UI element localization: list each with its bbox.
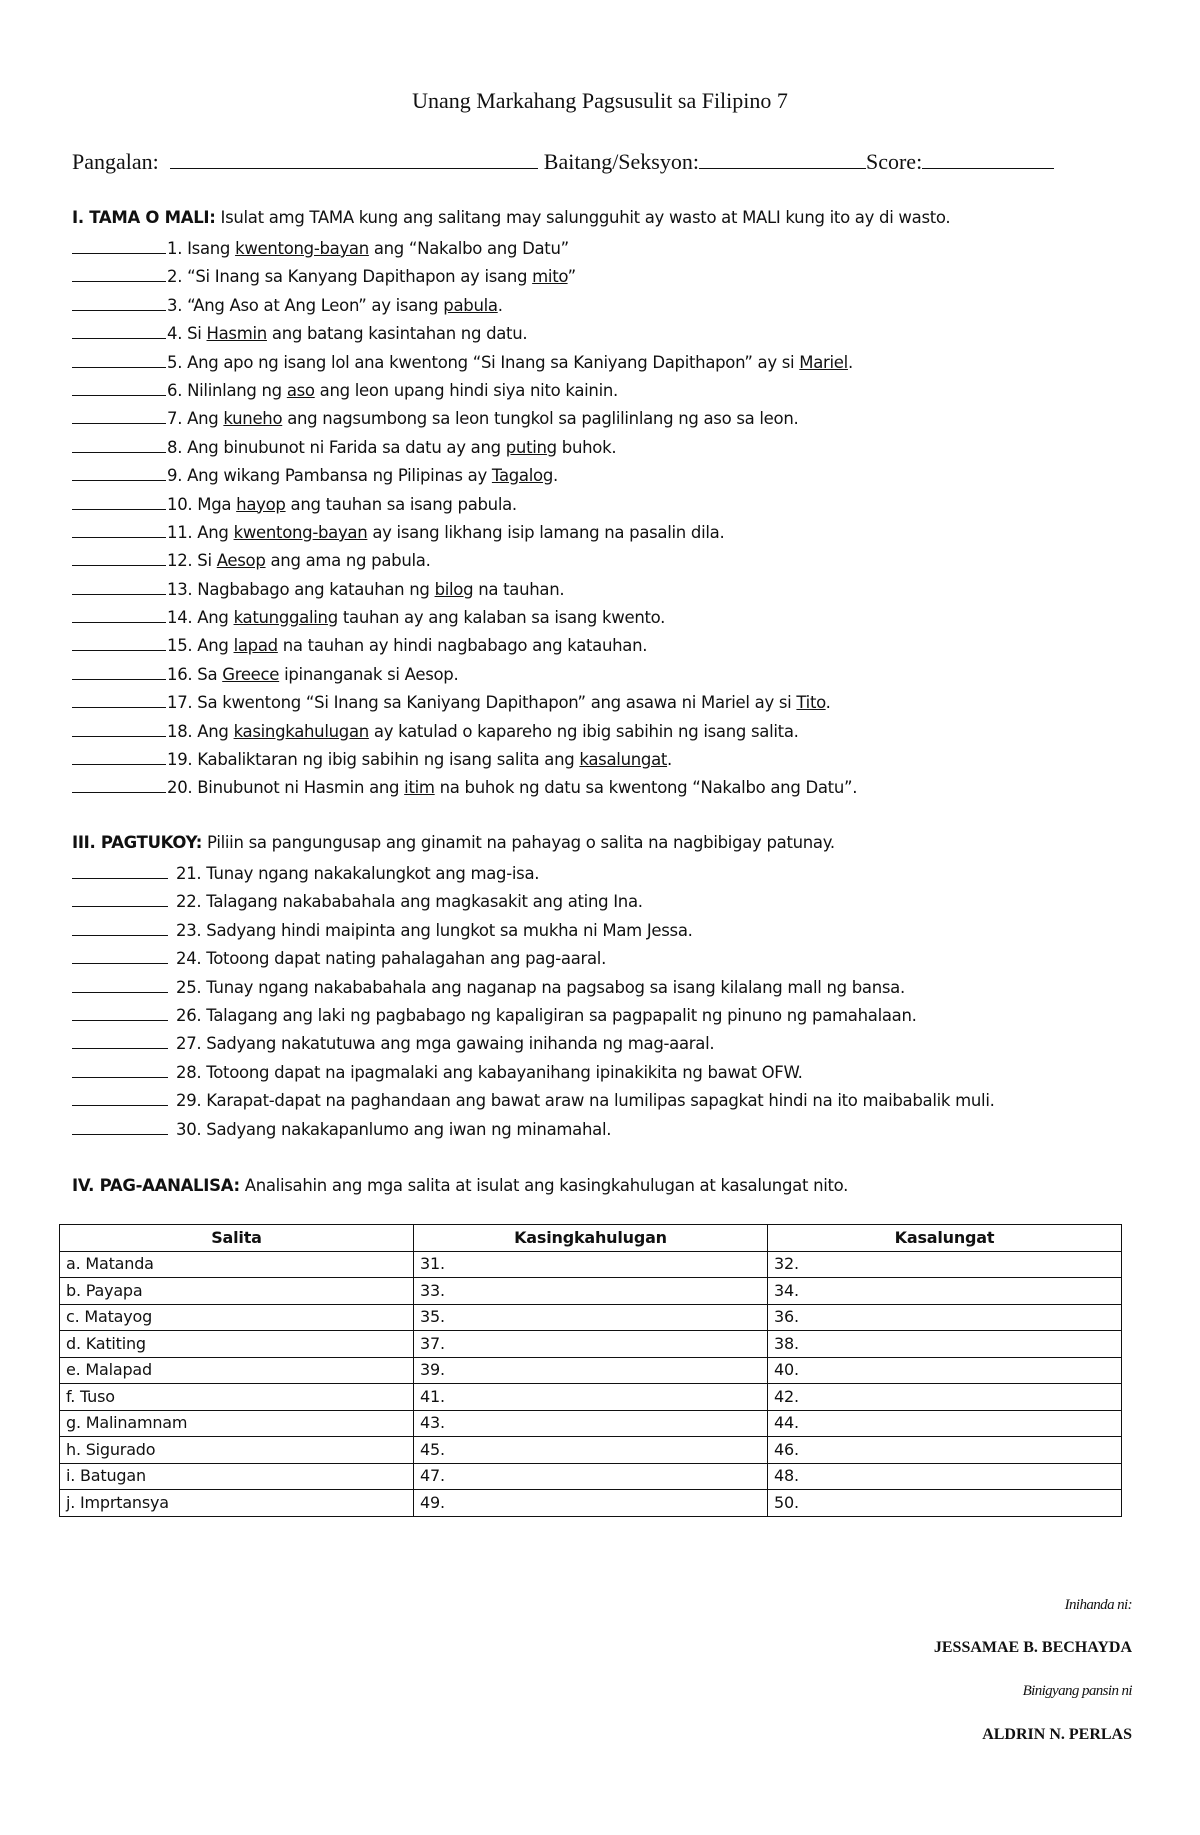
answer-blank[interactable] (72, 377, 166, 396)
section-3-instruction: Piliin sa pangungusap ang ginamit na pahayag o salita na nagbibigay patunay. (207, 833, 835, 852)
underlined-word: lapad (233, 636, 278, 656)
item-text: Kabaliktaran ng ibig sabihin ng isang salita ang (192, 750, 580, 770)
item-text: ang batang kasintahan ng datu. (266, 324, 528, 344)
item-number: 11. (167, 522, 193, 542)
table-row (60, 1410, 1122, 1437)
true-false-item (72, 604, 857, 632)
identification-item (72, 1087, 995, 1115)
score-label: Score: (865, 149, 923, 174)
answer-cell[interactable]: 46. (768, 1437, 1122, 1464)
item-text: 29. Karapat-dapat na paghandaan ang bawat araw na lumilipas sapagkat hindi na ito maibabalik muli. (176, 1091, 995, 1111)
item-text: na buhok ng datu sa kwentong “Nakalbo ang Datu”. (434, 778, 858, 798)
true-false-item (72, 547, 857, 575)
item-text: Ang wikang Pambansa ng Pilipinas ay (182, 466, 492, 486)
answer-blank[interactable] (72, 1002, 168, 1021)
underlined-word: Tagalog (491, 466, 553, 486)
word-cell: d. Katiting (60, 1331, 414, 1358)
answer-cell[interactable]: 40. (768, 1357, 1122, 1384)
true-false-item (72, 235, 857, 263)
item-text: . (825, 693, 831, 713)
section-4-heading (72, 1175, 848, 1197)
column-header: Kasingkahulugan (414, 1225, 768, 1252)
answer-blank[interactable] (72, 974, 168, 993)
item-text: 28. Totoong dapat na ipagmalaki ang kabayanihang ipinakikita ng bawat OFW. (176, 1062, 803, 1082)
item-text: “Ang Aso at Ang Leon” ay isang (182, 295, 444, 315)
underlined-word: puting (505, 437, 557, 457)
name-blank[interactable] (170, 146, 538, 169)
item-number: 5. (167, 352, 183, 372)
answer-blank[interactable] (72, 661, 166, 680)
answer-cell[interactable]: 35. (414, 1304, 768, 1331)
identification-item (72, 945, 995, 973)
answer-cell[interactable]: 44. (768, 1410, 1122, 1437)
section-3-title: III. PAGTUKOY: (72, 833, 203, 852)
item-text: Ang apo ng isang lol ana kwentong “Si Inang sa Kaniyang Dapithapon” ay si (182, 352, 800, 372)
item-number: 2. (167, 267, 183, 287)
column-header: Kasalungat (768, 1225, 1122, 1252)
underlined-word: Mariel (799, 352, 848, 372)
item-number: 14. (167, 608, 193, 628)
table-row (60, 1278, 1122, 1305)
item-number: 7. (167, 409, 183, 429)
table-row (60, 1437, 1122, 1464)
answer-cell[interactable]: 37. (414, 1331, 768, 1358)
item-text: Ang (182, 409, 224, 429)
underlined-word: Hasmin (206, 324, 267, 344)
noted-by-label: Binigyang pansin ni (1022, 1683, 1132, 1699)
answer-blank[interactable] (72, 746, 166, 765)
item-number: 13. (167, 579, 193, 599)
item-text: Ang (192, 721, 234, 741)
analysis-table (59, 1224, 1122, 1517)
answer-cell[interactable]: 49. (414, 1490, 768, 1517)
word-cell: b. Payapa (60, 1278, 414, 1305)
item-number: 9. (167, 466, 183, 486)
item-text: na tauhan. (473, 579, 565, 599)
item-text: ” (567, 267, 576, 287)
item-text: Sa kwentong “Si Inang sa Kaniyang Dapithapon” ang asawa ni Mariel ay si (192, 693, 797, 713)
true-false-item (72, 774, 857, 802)
underlined-word: pabula (443, 295, 498, 315)
word-cell: i. Batugan (60, 1463, 414, 1490)
answer-blank[interactable] (72, 292, 166, 311)
identification-item (72, 1116, 995, 1144)
column-header: Salita (60, 1225, 414, 1252)
item-text: Si (182, 324, 207, 344)
answer-blank[interactable] (72, 547, 166, 566)
answer-blank[interactable] (72, 1087, 168, 1106)
item-text: ang tauhan sa isang pabula. (285, 494, 517, 514)
item-number: 3. (167, 295, 183, 315)
identification-item (72, 1030, 995, 1058)
answer-blank[interactable] (72, 917, 168, 936)
item-number: 19. (167, 750, 193, 770)
answer-blank[interactable] (72, 405, 166, 424)
item-number: 10. (167, 494, 193, 514)
section-3-heading (72, 832, 835, 854)
true-false-item (72, 746, 857, 774)
identification-item (72, 917, 995, 945)
answer-blank[interactable] (72, 235, 166, 254)
item-text: . (847, 352, 853, 372)
answer-blank[interactable] (72, 263, 166, 282)
answer-blank[interactable] (72, 718, 166, 737)
table-row (60, 1304, 1122, 1331)
underlined-word: katunggaling (233, 608, 338, 628)
item-text: Ang binubunot ni Farida sa datu ay ang (182, 437, 506, 457)
item-number: 20. (167, 778, 193, 798)
table-row (60, 1490, 1122, 1517)
item-text: “Si Inang sa Kanyang Dapithapon ay isang (182, 267, 533, 287)
item-text: Sa (192, 664, 223, 684)
section-1-heading (72, 207, 950, 229)
identification-item (72, 1059, 995, 1087)
answer-blank[interactable] (72, 1116, 168, 1135)
item-text: . (667, 750, 672, 770)
item-number: 6. (167, 380, 183, 400)
answer-blank[interactable] (72, 689, 166, 708)
section-4-instruction: Analisahin ang mga salita at isulat ang kasingkahulugan at kasalungat nito. (244, 1176, 849, 1195)
true-false-item (72, 689, 857, 717)
item-text: Si (192, 551, 217, 571)
true-false-item (72, 491, 857, 519)
item-text: 25. Tunay ngang nakababahala ang naganap na pagsabog sa isang kilalang mall ng bansa. (176, 977, 905, 997)
table-row (60, 1357, 1122, 1384)
answer-cell[interactable]: 41. (414, 1384, 768, 1411)
item-text: ang ama ng pabula. (265, 551, 431, 571)
item-text: Ang (192, 608, 234, 628)
identification-item (72, 888, 995, 916)
answer-cell[interactable]: 36. (768, 1304, 1122, 1331)
underlined-word: Tito (796, 693, 826, 713)
item-text: . (553, 466, 558, 486)
true-false-item (72, 519, 857, 547)
prepared-by-label: Inihanda ni: (1064, 1597, 1132, 1613)
item-number: 1. (167, 239, 183, 258)
item-text: na tauhan ay hindi nagbabago ang katauhan. (277, 636, 648, 656)
answer-cell[interactable]: 32. (768, 1251, 1122, 1278)
prepared-by-name: JESSAMAE B. BECHAYDA (933, 1639, 1132, 1656)
item-text: Ang (192, 636, 234, 656)
item-text: 21. Tunay ngang nakakalungkot ang mag-isa. (176, 864, 540, 883)
answer-cell[interactable]: 34. (768, 1278, 1122, 1305)
section-3-items (72, 860, 995, 1144)
underlined-word: hayop (236, 494, 286, 514)
grade-section-blank[interactable] (699, 146, 866, 169)
answer-blank[interactable] (72, 491, 166, 510)
grade-section-label: Baitang/Seksyon: (543, 149, 699, 174)
true-false-item (72, 349, 857, 377)
item-text: buhok. (556, 437, 617, 457)
word-cell: h. Sigurado (60, 1437, 414, 1464)
table-header-row (60, 1225, 1122, 1252)
item-text: Nilinlang ng (182, 380, 287, 400)
answer-cell[interactable]: 39. (414, 1357, 768, 1384)
item-text: Nagbabago ang katauhan ng (192, 579, 435, 599)
item-text: ay isang likhang isip lamang na pasalin dila. (367, 522, 725, 542)
answer-cell[interactable]: 45. (414, 1437, 768, 1464)
item-text: 23. Sadyang hindi maipinta ang lungkot sa mukha ni Mam Jessa. (176, 920, 693, 940)
true-false-item (72, 718, 857, 746)
answer-cell[interactable]: 50. (768, 1490, 1122, 1517)
answer-cell[interactable]: 48. (768, 1463, 1122, 1490)
item-text: ang nagsumbong sa leon tungkol sa paglilinlang ng aso sa leon. (282, 409, 799, 429)
answer-blank[interactable] (72, 1030, 168, 1049)
underlined-word: itim (404, 778, 435, 798)
item-text: Binubunot ni Hasmin ang (192, 778, 405, 798)
answer-cell[interactable]: 33. (414, 1278, 768, 1305)
underlined-word: kwentong-bayan (233, 522, 368, 542)
answer-blank[interactable] (72, 774, 166, 793)
underlined-word: kuneho (223, 409, 283, 429)
item-text: tauhan ay ang kalaban sa isang kwento. (337, 608, 666, 628)
underlined-word: kasalungat (579, 750, 668, 770)
item-text: Ang (192, 522, 234, 542)
item-text: Isang (182, 239, 236, 258)
item-text: ipinanganak si Aesop. (279, 664, 459, 684)
word-cell: c. Matayog (60, 1304, 414, 1331)
true-false-item (72, 632, 857, 660)
word-cell: f. Tuso (60, 1384, 414, 1411)
page-title: Unang Markahang Pagsusulit sa Filipino 7 (412, 88, 788, 113)
item-text: ay katulad o kapareho ng ibig sabihin ng isang salita. (368, 721, 799, 741)
item-text: Mga (192, 494, 237, 514)
section-4-title: IV. PAG-AANALISA: (72, 1176, 240, 1195)
identification-item (72, 974, 995, 1002)
true-false-item (72, 263, 857, 291)
noted-by-name: ALDRIN N. PERLAS (982, 1726, 1132, 1743)
student-info-line (72, 146, 1132, 175)
item-text: 27. Sadyang nakatutuwa ang mga gawaing inihanda ng mag-aaral. (176, 1034, 715, 1054)
item-number: 15. (167, 636, 193, 656)
underlined-word: kasingkahulugan (233, 721, 369, 741)
underlined-word: mito (532, 267, 568, 287)
section-1-items (72, 235, 857, 803)
true-false-item (72, 320, 857, 348)
item-text: 30. Sadyang nakakapanlumo ang iwan ng minamahal. (176, 1119, 612, 1139)
answer-blank[interactable] (72, 604, 166, 623)
true-false-item (72, 661, 857, 689)
answer-cell[interactable]: 47. (414, 1463, 768, 1490)
identification-item (72, 1002, 995, 1030)
item-number: 16. (167, 664, 193, 684)
item-number: 17. (167, 693, 193, 713)
item-number: 12. (167, 551, 193, 571)
true-false-item (72, 462, 857, 490)
word-cell: a. Matanda (60, 1251, 414, 1278)
true-false-item (72, 292, 857, 320)
section-1-instruction: Isulat amg TAMA kung ang salitang may salungguhit ay wasto at MALI kung ito ay di wasto. (220, 208, 951, 227)
underlined-word: aso (286, 380, 315, 400)
underlined-word: Aesop (216, 551, 266, 571)
answer-blank[interactable] (72, 1059, 168, 1078)
table-row (60, 1463, 1122, 1490)
answer-blank[interactable] (72, 519, 166, 538)
item-text: 24. Totoong dapat nating pahalagahan ang pag-aaral. (176, 949, 607, 969)
word-cell: g. Malinamnam (60, 1410, 414, 1437)
underlined-word: kwentong-bayan (235, 239, 369, 258)
answer-cell[interactable]: 31. (414, 1251, 768, 1278)
item-number: 18. (167, 721, 193, 741)
name-label: Pangalan: (72, 149, 159, 174)
item-text: ang leon upang hindi siya nito kainin. (314, 380, 618, 400)
answer-blank[interactable] (72, 462, 166, 481)
identification-item (72, 860, 995, 888)
table-row (60, 1331, 1122, 1358)
true-false-item (72, 377, 857, 405)
item-text: 26. Talagang ang laki ng pagbabago ng kapaligiran sa pagpapalit ng pinuno ng pamahalaan. (176, 1005, 917, 1025)
answer-blank[interactable] (72, 576, 166, 595)
item-number: 8. (167, 437, 183, 457)
answer-blank[interactable] (72, 888, 168, 907)
answer-blank[interactable] (72, 349, 166, 368)
section-1-title: I. TAMA O MALI: (72, 208, 216, 227)
answer-blank[interactable] (72, 320, 166, 339)
table-row (60, 1384, 1122, 1411)
word-cell: j. Imprtansya (60, 1490, 414, 1517)
item-text: . (497, 295, 503, 315)
item-text: ang “Nakalbo ang Datu” (368, 239, 569, 258)
answer-cell[interactable]: 43. (414, 1410, 768, 1437)
underlined-word: bilog (434, 579, 474, 599)
score-blank[interactable] (922, 146, 1054, 169)
table-row (60, 1251, 1122, 1278)
answer-cell[interactable]: 38. (768, 1331, 1122, 1358)
word-cell: e. Malapad (60, 1357, 414, 1384)
item-number: 4. (167, 324, 183, 344)
answer-blank[interactable] (72, 632, 166, 651)
answer-blank[interactable] (72, 945, 168, 964)
true-false-item (72, 434, 857, 462)
true-false-item (72, 576, 857, 604)
underlined-word: Greece (222, 664, 280, 684)
answer-blank[interactable] (72, 860, 168, 879)
answer-cell[interactable]: 42. (768, 1384, 1122, 1411)
answer-blank[interactable] (72, 434, 166, 453)
true-false-item (72, 405, 857, 433)
item-text: 22. Talagang nakababahala ang magkasakit ang ating Ina. (176, 892, 643, 912)
